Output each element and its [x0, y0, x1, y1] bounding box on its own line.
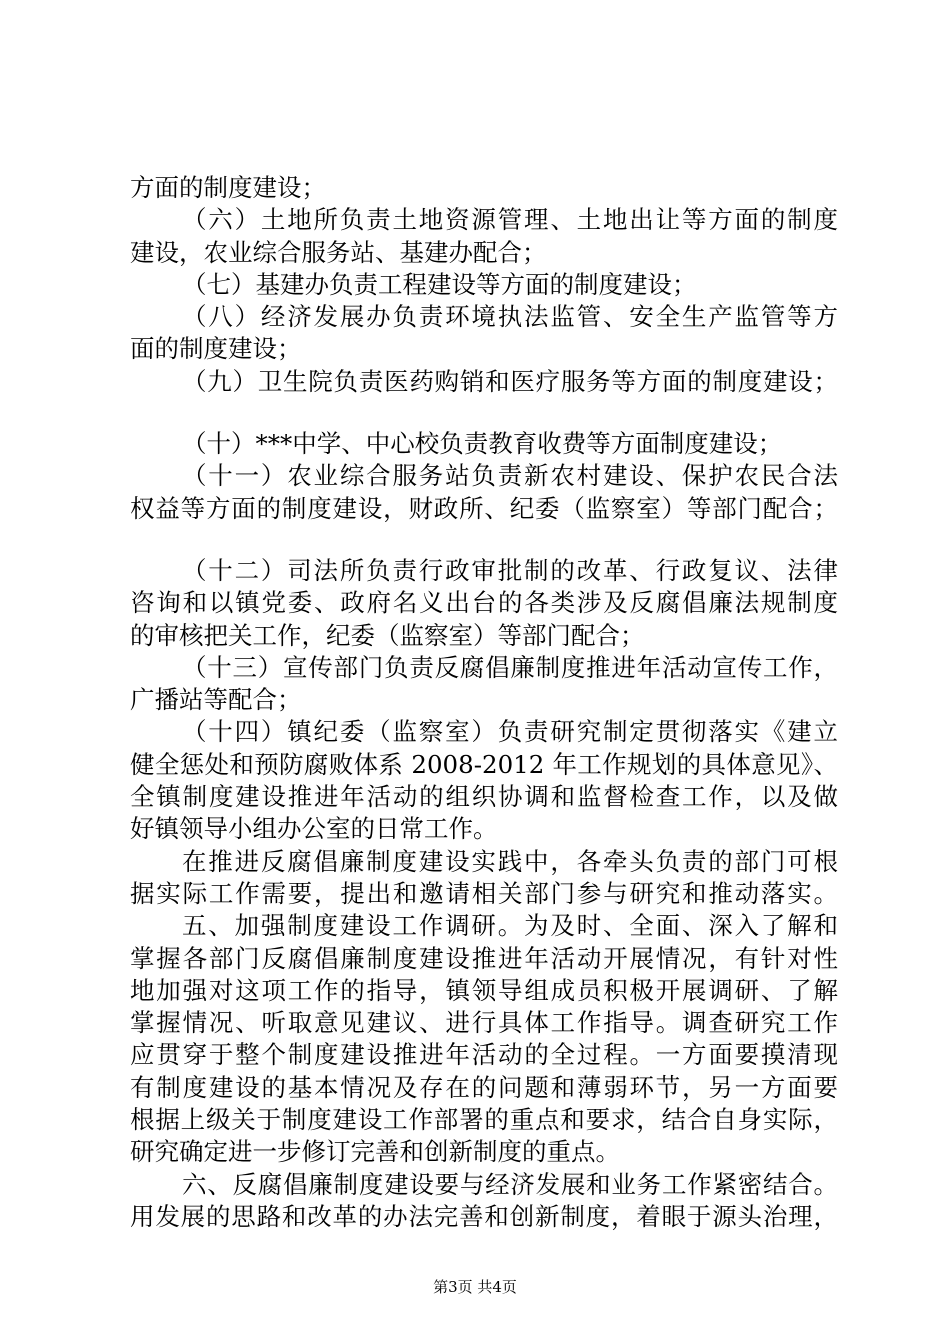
text-line: 健全惩处和预防腐败体系 2008-2012 年工作规划的具体意见》、 [130, 749, 838, 779]
text-line: （十四）镇纪委（监察室）负责研究制定贯彻落实《建立 [182, 717, 838, 747]
text-line: 六、反腐倡廉制度建设要与经济发展和业务工作紧密结合。 [182, 1169, 838, 1199]
text-line: 建设，农业综合服务站、基建办配合； [130, 237, 547, 267]
text-line: 地加强对这项工作的指导，镇领导组成员积极开展调研、了解 [130, 975, 838, 1005]
text-line: 根据上级关于制度建设工作部署的重点和要求，结合自身实际， [130, 1105, 838, 1135]
document-body [130, 172, 838, 1233]
text-line: 面的制度建设； [130, 334, 302, 364]
page-number-footer: 第3页 共4页 [433, 1278, 517, 1296]
text-line: 掌握各部门反腐倡廉制度建设推进年活动开展情况，有针对性 [130, 943, 838, 973]
text-line: 方面的制度建设； [130, 173, 326, 202]
text-line: （十二）司法所负责行政审批制的改革、行政复议、法律 [182, 555, 838, 585]
text-line: 的审核把关工作，纪委（监察室）等部门配合； [130, 620, 645, 650]
text-line: 用发展的思路和改革的办法完善和创新制度，着眼于源头治理， [130, 1201, 838, 1231]
text-line: （九）卫生院负责医药购销和医疗服务等方面的制度建设； [182, 366, 838, 396]
text-line: （十一）农业综合服务站负责新农村建设、保护农民合法 [182, 461, 838, 491]
text-line: （八）经济发展办负责环境执法监管、安全生产监管等方 [182, 302, 838, 332]
text-line: 有制度建设的基本情况及存在的问题和薄弱环节，另一方面要 [130, 1072, 838, 1102]
text-line: （十）***中学、中心校负责教育收费等方面制度建设； [182, 429, 783, 459]
text-line: 全镇制度建设推进年活动的组织协调和监督检查工作，以及做 [130, 782, 838, 812]
text-line: 据实际工作需要，提出和邀请相关部门参与研究和推动落实。 [130, 878, 838, 908]
paragraph-gap [130, 525, 838, 555]
text-line: 应贯穿于整个制度建设推进年活动的全过程。一方面要摸清现 [130, 1040, 838, 1070]
text-line: （七）基建办负责工程建设等方面的制度建设； [182, 269, 697, 299]
text-line: （十三）宣传部门负责反腐倡廉制度推进年活动宣传工作， [182, 652, 838, 682]
text-line: 好镇领导小组办公室的日常工作。 [130, 814, 498, 844]
text-line: 咨询和以镇党委、政府名义出台的各类涉及反腐倡廉法规制度 [130, 588, 838, 618]
text-line: 五、加强制度建设工作调研。为及时、全面、深入了解和 [182, 911, 838, 941]
text-line: 权益等方面的制度建设，财政所、纪委（监察室）等部门配合； [130, 493, 838, 523]
text-line: （六）土地所负责土地资源管理、土地出让等方面的制度 [182, 205, 838, 235]
text-line: 在推进反腐倡廉制度建设实践中，各牵头负责的部门可根 [182, 846, 838, 876]
paragraph-gap [130, 398, 838, 428]
text-line: 广播站等配合； [130, 685, 302, 715]
text-line: 掌握情况、听取意见建议、进行具体工作指导。调查研究工作 [130, 1008, 838, 1038]
text-line: 研究确定进一步修订完善和创新制度的重点。 [130, 1137, 620, 1167]
